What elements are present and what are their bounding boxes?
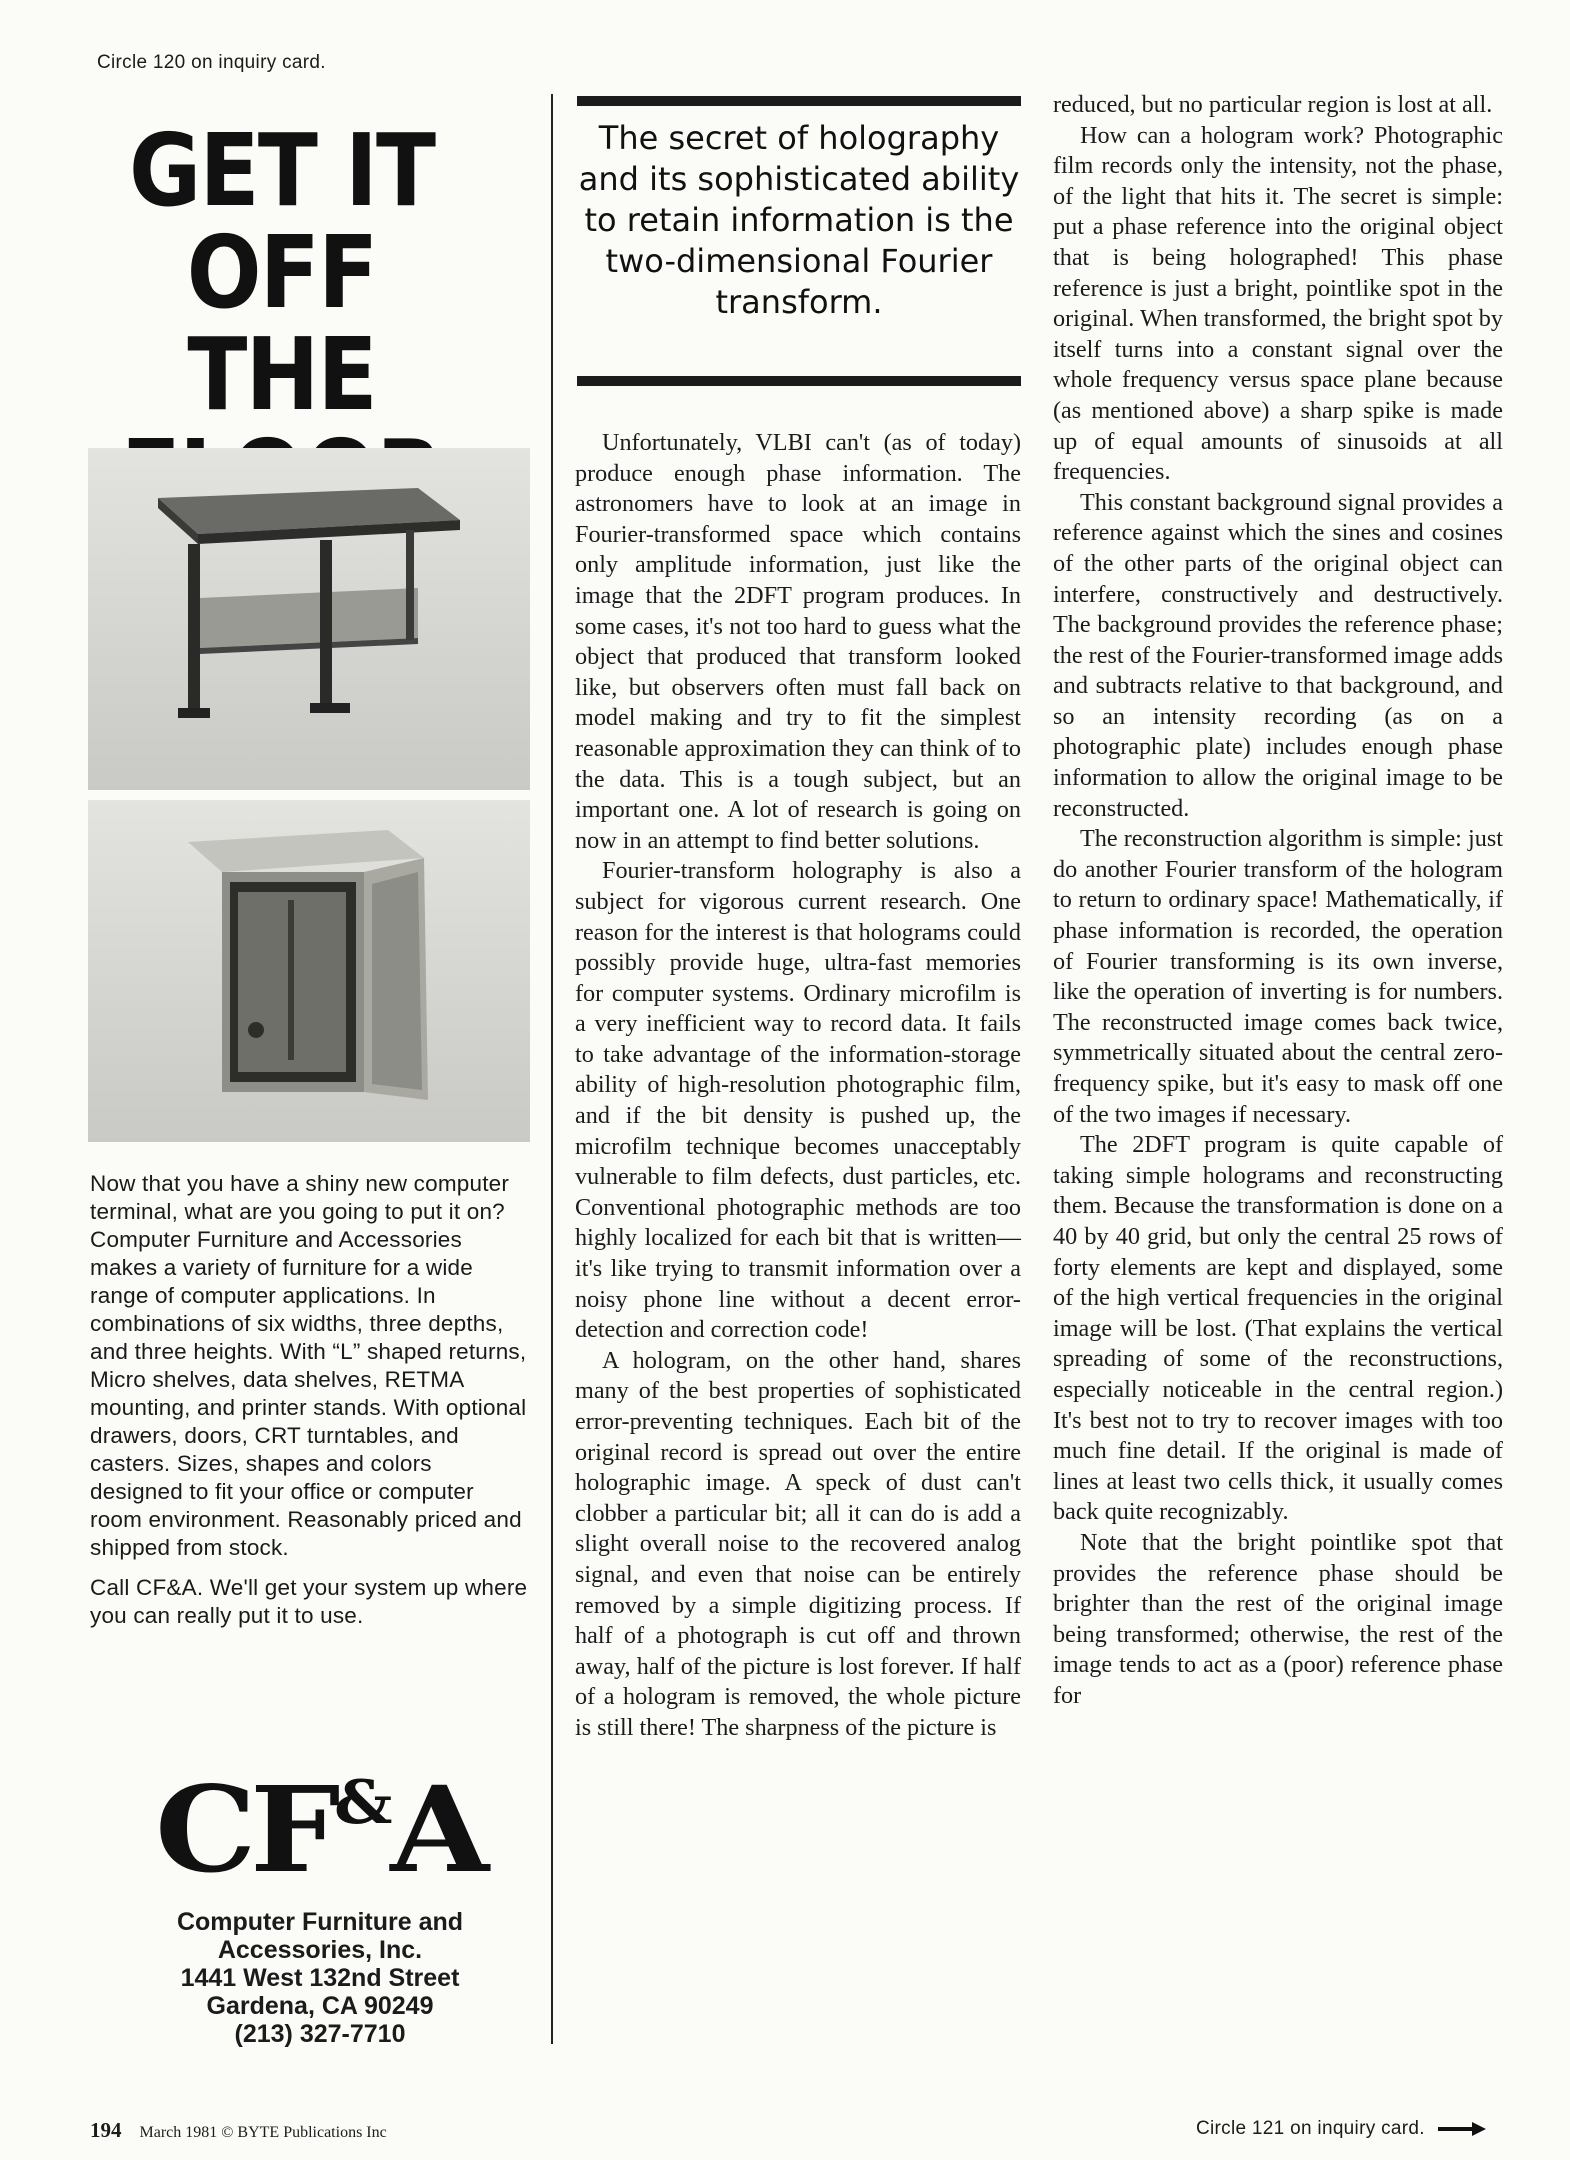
ad-paragraph: Call CF&A. We'll get your system up where you can really put it to use.	[90, 1575, 528, 1628]
ad-paragraph: Now that you have a shiny new computer terminal, what are you going to put it on? Computer Furniture and Accessories makes a variety of furniture for a wide range of computer applications. In combinations of six widths, three depths, and three heights. With “L” shaped returns, Micro shelves, data shelves, RETMA mounting, and printer stands. With optional drawers, doors, CRT turntables, and casters. Sizes, shapes and colors designed to fit your office or computer room environment. Reasonably priced and shipped from stock.	[90, 1171, 527, 1560]
headline-line-2: OFF THE	[186, 214, 377, 433]
headline-line-1: GET IT	[128, 112, 435, 229]
circle-120-note: Circle 120 on inquiry card.	[97, 52, 326, 73]
logo-ampersand: &	[333, 1768, 391, 1838]
logo-a: A	[390, 1760, 483, 1899]
article-paragraph: A hologram, on the other hand, shares many of the best properties of sophisticated error-preventing techniques. Each bit of the original record is spread out over the entire holographic image. A speck of dust can't clobber a particular bit; all it can do is add a slight overall noise to the recovered analog signal, and even that noise can be entirely removed by a simple digitizing process. If half of a photograph is cut off and thrown away, half of the picture is lost forever. If half of a hologram is removed, the whole picture is still there! The sharpness of the picture is	[575, 1346, 1021, 1741]
city-state-zip: Gardena, CA 90249	[206, 1992, 434, 2020]
pullquote-bottom-rule	[577, 376, 1021, 386]
article-paragraph: Note that the bright pointlike spot that provides the reference phase should be brighter than the rest of the original image being transformed; otherwise, the rest of the image tends to act as a (poor) reference phase for	[1053, 1528, 1503, 1709]
article-column-3	[1053, 90, 1503, 1711]
publication-line: March 1981 © BYTE Publications Inc	[139, 2124, 387, 2141]
article-paragraph-continued: reduced, but no particular region is lost at all.	[1053, 91, 1493, 118]
article-paragraph: Fourier-transform holography is also a subject for vigorous current research. One reason for the interest is that holograms could possibly provide huge, ultra-fast memories for computer systems. Ordinary microfilm is a very inefficient way to record data. It fails to take advantage of the information-storage ability of high-resolution photographic film, and if the bit density is pushed up, the microfilm technique becomes unacceptably vulnerable to film defects, dust particles, etc. Conventional photographic methods are too highly localized for each bit that is written—it's like trying to transmit information over a noisy phone line without a decent error-detection and correction code!	[575, 857, 1021, 1344]
ad-body-copy	[90, 1170, 530, 1642]
right-arrow-icon	[1438, 2122, 1486, 2136]
pullquote: The secret of holography and its sophisticated ability to retain information is the two-dimensional Fourier transform.	[578, 119, 1020, 321]
article-paragraph: The 2DFT program is quite capable of taking simple holograms and reconstructing them. Because the transformation is done on a 40 by 40 grid, but only the central 25 rows of forty elements are kept and displayed, some of the high vertical frequencies in the original image will be lost. (That explains the vertical spreading of some of the reconstructions, especially noticeable in the central region.) It's best not to try to recover images with too much fine detail. If the original is made of lines at least two cells thick, it usually comes back quite recognizably.	[1053, 1131, 1503, 1526]
article-paragraph: How can a hologram work? Photographic film records only the intensity, not the phase, of the light that hits it. The secret is simple: put a phase reference into the original object that is being holographed! This phase reference is just a bright, pointlike spot in the original. When transformed, the bright spot by itself turns into a constant signal over the whole frequency versus space plane because (as mentioned above) a sharp spike is made up of equal amounts of sinusoids at all frequencies.	[1053, 121, 1503, 486]
page-footer	[90, 2118, 387, 2143]
company-name-line-1: Computer Furniture and	[176, 1908, 464, 1936]
cfa-logo	[155, 1760, 483, 1899]
phone-number: (213) 327-7710	[234, 2020, 406, 2048]
circle-121-text: Circle 121 on inquiry card.	[1196, 2118, 1425, 2139]
page-number: 194	[90, 2118, 122, 2142]
company-name-line-2: Accessories, Inc.	[217, 1936, 423, 1964]
cabinet-illustration	[88, 800, 530, 1142]
street-address: 1441 West 132nd Street	[180, 1964, 460, 1992]
article-column-2	[575, 428, 1021, 1744]
column-divider	[551, 94, 553, 2044]
logo-cf: CF	[155, 1760, 334, 1899]
desk-illustration	[88, 448, 530, 790]
company-address	[110, 1908, 530, 2048]
cabinet-photo	[88, 800, 530, 1142]
article-paragraph: Unfortunately, VLBI can't (as of today) produce enough phase information. The astronomers have to look at an image in Fourier-transformed space which contains only amplitude information, just like the image that the 2DFT program produces. In some cases, it's not too hard to guess what the object that produced that transform looked like, but observers often must fall back on model making and try to fit the simplest reasonable approximation they can think of to the data. This is a tough subject, but an important one. A lot of research is going on now in an attempt to find better solutions.	[575, 429, 1021, 854]
article-paragraph: This constant background signal provides a reference against which the sines and cosines of the other parts of the original object can interfere, constructively and destructively. The background provides the reference phase; the rest of the Fourier-transformed image adds and subtracts relative to that background, and so an intensity recording (as on a photographic plate) includes enough phase information to allow the original image to be reconstructed.	[1053, 488, 1503, 822]
circle-121-note	[1196, 2118, 1486, 2140]
desk-photo	[88, 448, 530, 790]
pullquote-top-rule	[577, 96, 1021, 106]
article-paragraph: The reconstruction algorithm is simple: just do another Fourier transform of the hologram to return to ordinary space! Mathematically, if phase information is recorded, the operation of Fourier transforming is its own inverse, like the operation of inverting is for numbers. The reconstructed image comes back twice, symmetrically situated about the central zero-frequency spike, but it's easy to mask off one of the two images if necessary.	[1053, 825, 1503, 1128]
